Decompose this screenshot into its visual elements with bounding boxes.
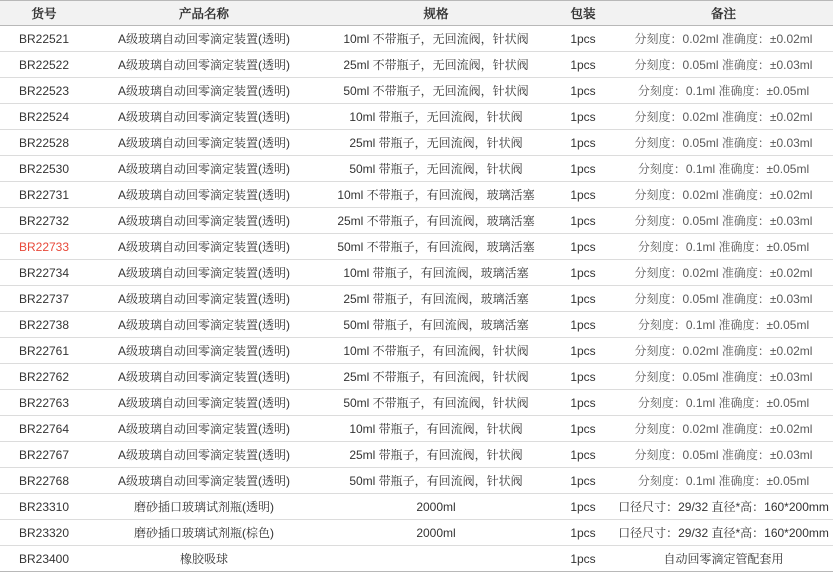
cell-code: BR23400 [0,546,88,572]
cell-name: 磨砂插口玻璃试剂瓶(棕色) [88,520,320,546]
cell-code: BR22763 [0,390,88,416]
cell-remark: 分刻度：0.05ml 准确度：±0.03ml [614,286,833,312]
cell-name: A级玻璃自动回零滴定装置(透明) [88,390,320,416]
cell-pack: 1pcs [552,312,614,338]
cell-code: BR22737 [0,286,88,312]
column-header-pack: 包装 [552,1,614,26]
cell-name: A级玻璃自动回零滴定装置(透明) [88,104,320,130]
cell-name: A级玻璃自动回零滴定装置(透明) [88,416,320,442]
cell-pack: 1pcs [552,286,614,312]
cell-remark: 分刻度：0.05ml 准确度：±0.03ml [614,442,833,468]
cell-spec: 25ml 带瓶子，有回流阀，玻璃活塞 [320,286,552,312]
cell-name: A级玻璃自动回零滴定装置(透明) [88,52,320,78]
cell-code: BR22734 [0,260,88,286]
cell-remark: 分刻度：0.05ml 准确度：±0.03ml [614,208,833,234]
cell-spec: 25ml 不带瓶子，无回流阀，针状阀 [320,52,552,78]
cell-code: BR22733 [0,234,88,260]
cell-pack: 1pcs [552,182,614,208]
cell-name: A级玻璃自动回零滴定装置(透明) [88,260,320,286]
cell-code: BR22522 [0,52,88,78]
cell-pack: 1pcs [552,468,614,494]
cell-remark: 口径尺寸：29/32 直径*高：160*200mm [614,520,833,546]
cell-pack: 1pcs [552,26,614,52]
cell-remark: 分刻度：0.02ml 准确度：±0.02ml [614,182,833,208]
cell-remark: 分刻度：0.02ml 准确度：±0.02ml [614,338,833,364]
cell-code: BR22521 [0,26,88,52]
table-row [0,312,833,338]
cell-spec: 10ml 不带瓶子，有回流阀，针状阀 [320,338,552,364]
table-row [0,338,833,364]
cell-code: BR22524 [0,104,88,130]
cell-spec: 2000ml [320,520,552,546]
column-header-spec: 规格 [320,1,552,26]
cell-code: BR22523 [0,78,88,104]
cell-spec: 50ml 不带瓶子，无回流阀，针状阀 [320,78,552,104]
cell-code: BR22767 [0,442,88,468]
cell-name: A级玻璃自动回零滴定装置(透明) [88,364,320,390]
cell-pack: 1pcs [552,338,614,364]
cell-spec: 25ml 不带瓶子，有回流阀，玻璃活塞 [320,208,552,234]
cell-pack: 1pcs [552,520,614,546]
cell-remark: 分刻度：0.1ml 准确度：±0.05ml [614,312,833,338]
table-row [0,468,833,494]
cell-remark: 分刻度：0.02ml 准确度：±0.02ml [614,416,833,442]
cell-name: A级玻璃自动回零滴定装置(透明) [88,130,320,156]
column-header-remark: 备注 [614,1,833,26]
table-row [0,442,833,468]
table-row [0,520,833,546]
table-row [0,546,833,572]
table-row [0,416,833,442]
cell-name: A级玻璃自动回零滴定装置(透明) [88,208,320,234]
column-header-code: 货号 [0,1,88,26]
cell-spec: 50ml 带瓶子，有回流阀，玻璃活塞 [320,312,552,338]
table-header-row [0,1,833,26]
table-row [0,208,833,234]
cell-name: A级玻璃自动回零滴定装置(透明) [88,338,320,364]
cell-pack: 1pcs [552,208,614,234]
table-row [0,130,833,156]
cell-remark: 分刻度：0.02ml 准确度：±0.02ml [614,104,833,130]
cell-remark: 分刻度：0.02ml 准确度：±0.02ml [614,26,833,52]
cell-remark: 自动回零滴定管配套用 [614,546,833,572]
cell-name: A级玻璃自动回零滴定装置(透明) [88,26,320,52]
table-row [0,78,833,104]
cell-name: A级玻璃自动回零滴定装置(透明) [88,468,320,494]
cell-pack: 1pcs [552,390,614,416]
cell-name: A级玻璃自动回零滴定装置(透明) [88,78,320,104]
cell-spec: 10ml 带瓶子，无回流阀，针状阀 [320,104,552,130]
cell-remark: 分刻度：0.1ml 准确度：±0.05ml [614,78,833,104]
cell-name: A级玻璃自动回零滴定装置(透明) [88,234,320,260]
cell-remark: 分刻度：0.1ml 准确度：±0.05ml [614,390,833,416]
cell-name: 磨砂插口玻璃试剂瓶(透明) [88,494,320,520]
cell-remark: 分刻度：0.05ml 准确度：±0.03ml [614,130,833,156]
cell-pack: 1pcs [552,156,614,182]
cell-name: A级玻璃自动回零滴定装置(透明) [88,312,320,338]
cell-pack: 1pcs [552,260,614,286]
table-row [0,26,833,52]
cell-pack: 1pcs [552,78,614,104]
cell-remark: 分刻度：0.1ml 准确度：±0.05ml [614,234,833,260]
cell-remark: 分刻度：0.05ml 准确度：±0.03ml [614,364,833,390]
cell-spec: 50ml 带瓶子，有回流阀，针状阀 [320,468,552,494]
cell-spec: 50ml 带瓶子，无回流阀，针状阀 [320,156,552,182]
cell-name: A级玻璃自动回零滴定装置(透明) [88,442,320,468]
table-row [0,494,833,520]
cell-spec: 10ml 带瓶子，有回流阀，针状阀 [320,416,552,442]
cell-remark: 分刻度：0.05ml 准确度：±0.03ml [614,52,833,78]
cell-pack: 1pcs [552,104,614,130]
cell-code: BR22761 [0,338,88,364]
cell-spec: 50ml 不带瓶子，有回流阀，玻璃活塞 [320,234,552,260]
cell-remark: 口径尺寸：29/32 直径*高：160*200mm [614,494,833,520]
cell-name: 橡胶吸球 [88,546,320,572]
table-row [0,52,833,78]
cell-spec: 25ml 不带瓶子，有回流阀，针状阀 [320,364,552,390]
cell-pack: 1pcs [552,442,614,468]
cell-name: A级玻璃自动回零滴定装置(透明) [88,156,320,182]
table-row [0,104,833,130]
table-row [0,286,833,312]
table-row [0,364,833,390]
table-row [0,390,833,416]
cell-code: BR22762 [0,364,88,390]
cell-spec: 10ml 带瓶子，有回流阀，玻璃活塞 [320,260,552,286]
cell-remark: 分刻度：0.02ml 准确度：±0.02ml [614,260,833,286]
cell-code: BR23320 [0,520,88,546]
cell-name: A级玻璃自动回零滴定装置(透明) [88,182,320,208]
table-row [0,156,833,182]
cell-pack: 1pcs [552,494,614,520]
table-body [0,26,833,572]
cell-pack: 1pcs [552,546,614,572]
cell-spec: 2000ml [320,494,552,520]
cell-spec [320,546,552,572]
cell-spec: 25ml 带瓶子，无回流阀，针状阀 [320,130,552,156]
table-row [0,182,833,208]
column-header-name: 产品名称 [88,1,320,26]
cell-spec: 50ml 不带瓶子，有回流阀，针状阀 [320,390,552,416]
cell-spec: 10ml 不带瓶子，无回流阀，针状阀 [320,26,552,52]
cell-code: BR22528 [0,130,88,156]
table-header [0,1,833,26]
cell-code: BR22732 [0,208,88,234]
cell-pack: 1pcs [552,364,614,390]
cell-code: BR22738 [0,312,88,338]
cell-pack: 1pcs [552,234,614,260]
cell-code: BR22764 [0,416,88,442]
cell-spec: 10ml 不带瓶子，有回流阀，玻璃活塞 [320,182,552,208]
cell-name: A级玻璃自动回零滴定装置(透明) [88,286,320,312]
cell-code: BR22530 [0,156,88,182]
cell-pack: 1pcs [552,52,614,78]
cell-pack: 1pcs [552,416,614,442]
cell-code: BR22768 [0,468,88,494]
cell-remark: 分刻度：0.1ml 准确度：±0.05ml [614,156,833,182]
cell-pack: 1pcs [552,130,614,156]
cell-spec: 25ml 带瓶子，有回流阀，针状阀 [320,442,552,468]
cell-code: BR22731 [0,182,88,208]
cell-code: BR23310 [0,494,88,520]
table-row [0,260,833,286]
table-row [0,234,833,260]
cell-remark: 分刻度：0.1ml 准确度：±0.05ml [614,468,833,494]
